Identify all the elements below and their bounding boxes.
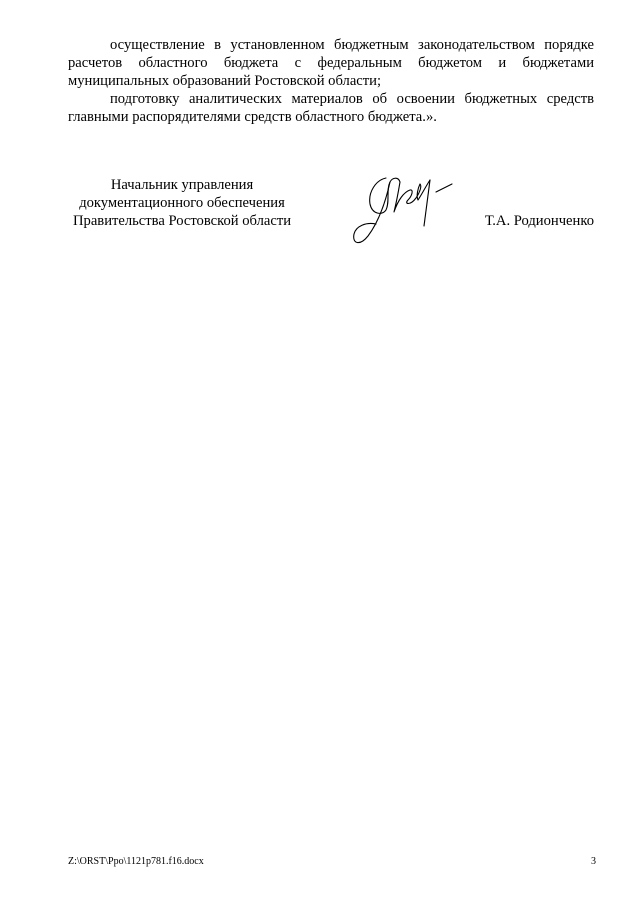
body-paragraph: осуществление в установленном бюджетным законодательством порядке расчетов областного бюджета с федеральным бюджетом и бюджетами муниципальных образований Ростовской области;: [68, 37, 594, 89]
signer-title-line: документационного обеспечения: [79, 195, 285, 211]
signer-name: Т.А. Родионченко: [484, 213, 594, 229]
handwritten-signature: [346, 170, 456, 254]
signer-title: [68, 176, 296, 230]
signer-title-line: Начальник управления: [110, 177, 254, 193]
signature-block: [68, 176, 594, 256]
signer-title-line: Правительства Ростовской области: [72, 213, 292, 229]
document-body: [68, 36, 594, 126]
footer-file-path: Z:\ORST\Ppo\1121p781.f16.docx: [68, 856, 204, 867]
page-number: 3: [591, 856, 596, 867]
body-paragraph: подготовку аналитических материалов об освоении бюджетных средств главными распорядителями средств областного бюджета.».: [68, 91, 594, 125]
